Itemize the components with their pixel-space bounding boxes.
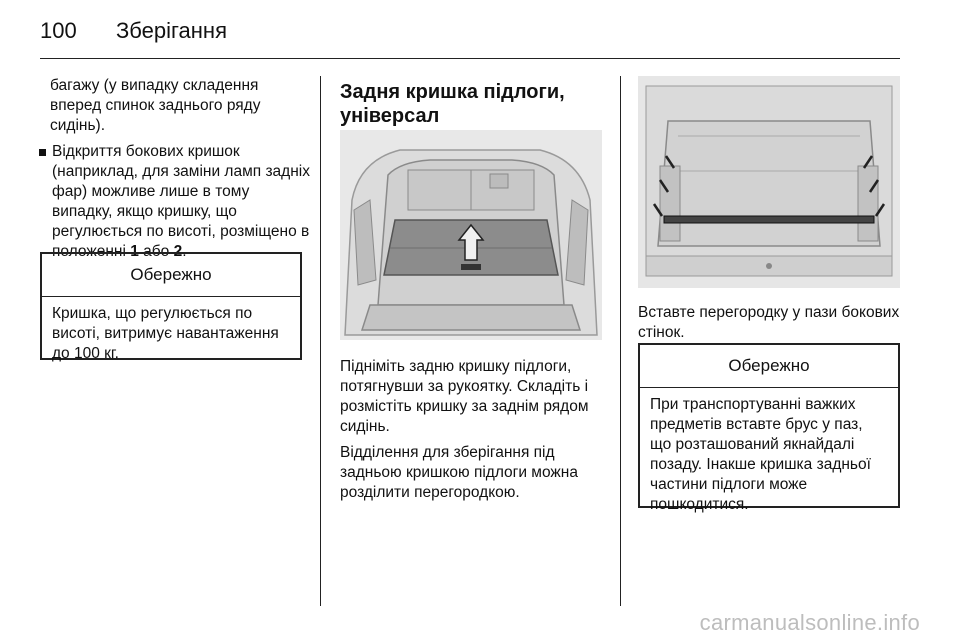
bullet-square-icon <box>39 149 46 156</box>
position-2-label: 2 <box>173 243 183 260</box>
column-divider-left <box>320 76 321 606</box>
partition-drawing <box>638 76 900 288</box>
caution-title: Обережно <box>42 254 300 297</box>
position-1-label: 1 <box>130 243 139 260</box>
bullet-text-c: . <box>182 243 187 260</box>
continued-paragraph: багажу (у випадку складення вперед спинок заднього ряду сидінь). <box>50 77 261 134</box>
column-divider-right <box>620 76 621 606</box>
caution-box-left <box>40 252 302 360</box>
bullet-text-b: або <box>138 243 174 260</box>
divider-paragraph: Відділення для зберігання під задньою кришкою підлоги можна розділити перегородкою. <box>340 444 578 501</box>
left-column <box>50 76 312 268</box>
caution-body: Кришка, що регулюється по висоті, витримує навантаження до 100 кг. <box>52 305 279 362</box>
middle-column-text <box>340 357 606 509</box>
caution-body-right: При транспортуванні важких предметів вставте брус у паз, що розташований якнайдалі позаду. Інакше кришка задньої частини підлоги може пошкодитися. <box>650 396 871 513</box>
floor-cover-drawing <box>340 130 602 340</box>
caution-box-right <box>638 343 900 513</box>
illustration-partition <box>638 76 900 288</box>
illustration-floor-cover <box>340 130 602 340</box>
caution-title-right: Обережно <box>640 345 898 388</box>
partition-caption: Вставте перегородку у пази бокових стінок. <box>638 304 900 341</box>
bullet-text-a: Відкриття бокових кришок (наприклад, для заміни ламп задніх фар) можливе лише в тому випадку, якщо кришку, що регулюється по висоті, розміщено в положенні <box>52 143 310 260</box>
page-number: 100 <box>40 18 77 43</box>
header-rule <box>40 58 900 59</box>
section-heading: Задня кришка підлоги, універсал <box>340 81 565 127</box>
instruction-paragraph: Підніміть задню кришку підлоги, потягнувши за рукоятку. Складіть і розмістіть кришку за заднім рядом сидінь. <box>340 358 589 435</box>
page-title: Зберігання <box>116 18 227 43</box>
bullet-item-side-covers <box>40 142 312 262</box>
watermark-text: carmanualsonline.info <box>699 610 920 635</box>
